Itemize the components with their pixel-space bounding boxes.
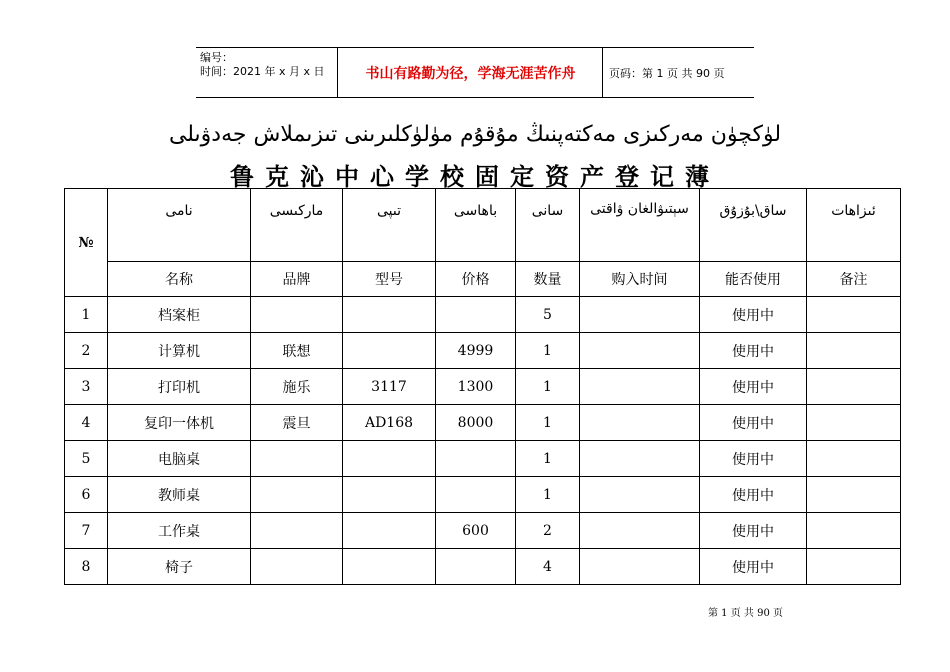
cell-no: 3 [65,369,108,405]
table-row [65,369,901,405]
cell-note [807,549,901,585]
cell-status: 使用中 [700,405,807,441]
col-head-brand: 品牌 [251,262,343,297]
cell-price: 8000 [436,405,516,441]
time-label: 时间：2021 年 x 月 x 日 [200,65,325,78]
cell-name: 打印机 [108,369,251,405]
asset-register-table [64,188,901,585]
col-head-ug-qty: سانى [516,189,580,262]
header-divider [602,48,603,97]
cell-date [580,549,700,585]
cell-qty: 1 [516,369,580,405]
cell-note [807,369,901,405]
col-head-model: 型号 [343,262,436,297]
cell-name: 椅子 [108,549,251,585]
page-footer: 第 1 页 共 90 页 [708,608,783,619]
cell-status: 使用中 [700,549,807,585]
cell-status: 使用中 [700,441,807,477]
cell-qty: 1 [516,441,580,477]
table-row [65,405,901,441]
cell-note [807,513,901,549]
cell-qty: 5 [516,297,580,333]
cell-brand [251,297,343,333]
cell-price: 4999 [436,333,516,369]
header-motto: 书山有路勤为径，学海无涯苦作舟 [365,65,576,82]
cell-note [807,333,901,369]
cell-date [580,333,700,369]
cell-model [343,441,436,477]
col-head-qty: 数量 [516,262,580,297]
cell-name: 教师桌 [108,477,251,513]
cell-price: 1300 [436,369,516,405]
cell-model [343,549,436,585]
cell-model: AD168 [343,405,436,441]
cell-note [807,441,901,477]
col-head-price: 价格 [436,262,516,297]
cell-qty: 2 [516,513,580,549]
table-row [65,477,901,513]
table-row [65,441,901,477]
header-row-uyghur [65,189,901,262]
cell-brand [251,549,343,585]
cell-no: 7 [65,513,108,549]
cell-price: 600 [436,513,516,549]
cell-price [436,297,516,333]
cell-no: 5 [65,441,108,477]
cell-no: 6 [65,477,108,513]
header-row-chinese [65,262,901,297]
col-head-status: 能否使用 [700,262,807,297]
header-page-info: 页码：第 1 页 共 90 页 [609,66,725,80]
title-uyghur: لۈكچۈن مەركىزى مەكتەپنىڭ مۇقۇم مۈلۈكلىرىنى تىزىملاش جەدۋىلى [168,122,782,147]
cell-no: 2 [65,333,108,369]
cell-note [807,477,901,513]
cell-date [580,405,700,441]
col-head-name: 名称 [108,262,251,297]
col-head-ug-brand: ماركىسى [251,189,343,262]
cell-no: 8 [65,549,108,585]
cell-note [807,297,901,333]
table-row [65,297,901,333]
cell-price [436,441,516,477]
cell-date [580,297,700,333]
cell-status: 使用中 [700,513,807,549]
cell-date [580,369,700,405]
col-head-ug-model: تىپى [343,189,436,262]
cell-model [343,297,436,333]
number-label: 编号： [200,51,233,64]
cell-date [580,477,700,513]
table-row [65,549,901,585]
cell-qty: 1 [516,405,580,441]
cell-brand: 施乐 [251,369,343,405]
cell-brand: 联想 [251,333,343,369]
cell-status: 使用中 [700,369,807,405]
cell-model [343,513,436,549]
cell-name: 工作桌 [108,513,251,549]
cell-model [343,477,436,513]
cell-brand [251,513,343,549]
cell-brand: 震旦 [251,405,343,441]
col-head-note: 备注 [807,262,901,297]
cell-name: 复印一体机 [108,405,251,441]
cell-model [343,333,436,369]
cell-date [580,441,700,477]
col-head-ug-date: سېتىۋالغان ۋاقتى [580,189,700,262]
cell-qty: 4 [516,549,580,585]
col-head-date: 购入时间 [580,262,700,297]
col-head-ug-status: ساق\بۇزۇق [700,189,807,262]
cell-date [580,513,700,549]
header-divider [337,48,338,97]
cell-price [436,477,516,513]
table-row [65,513,901,549]
title-chinese: 鲁克沁中心学校固定资产登记薄 [230,163,720,191]
cell-status: 使用中 [700,477,807,513]
cell-note [807,405,901,441]
cell-no: 1 [65,297,108,333]
header-meta [200,51,325,79]
col-head-ug-price: باھاسى [436,189,516,262]
table-row [65,333,901,369]
col-head-ug-name: نامى [108,189,251,262]
cell-name: 计算机 [108,333,251,369]
cell-status: 使用中 [700,333,807,369]
cell-name: 档案柜 [108,297,251,333]
document-header [196,47,754,98]
cell-qty: 1 [516,333,580,369]
cell-brand [251,441,343,477]
cell-name: 电脑桌 [108,441,251,477]
cell-qty: 1 [516,477,580,513]
col-head-ug-note: ئىزاھات [807,189,901,262]
cell-brand [251,477,343,513]
cell-status: 使用中 [700,297,807,333]
cell-price [436,549,516,585]
cell-no: 4 [65,405,108,441]
no-symbol: № [65,189,108,297]
cell-model: 3117 [343,369,436,405]
